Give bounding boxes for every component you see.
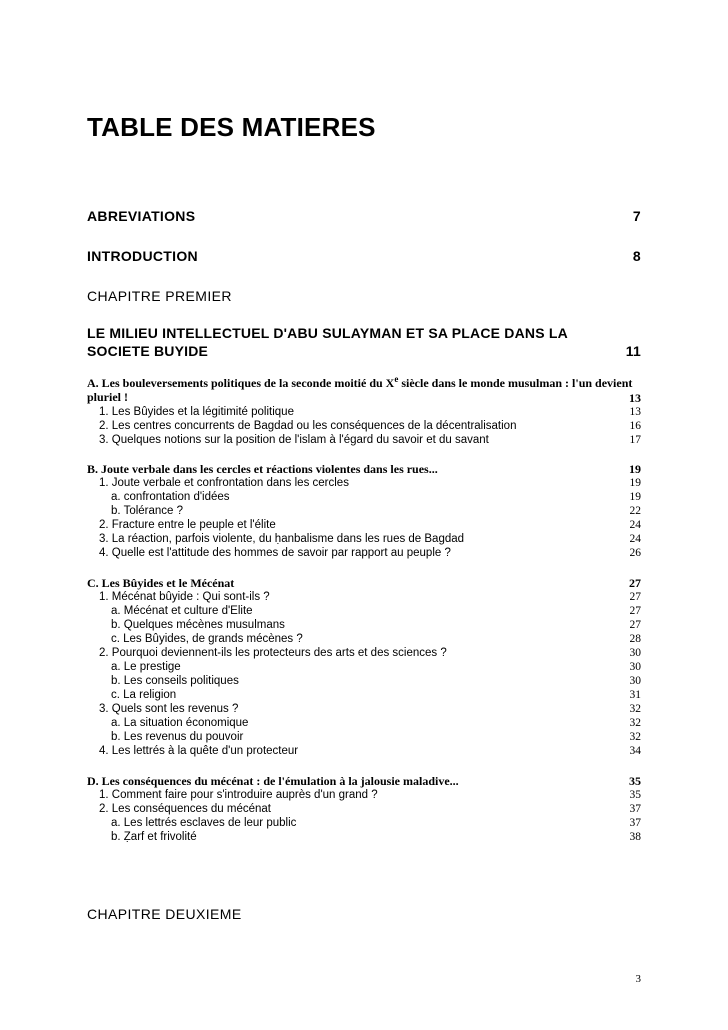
toc-subitem[interactable]: b. Les revenus du pouvoir 32 (111, 731, 641, 743)
toc-item[interactable]: 2. Les conséquences du mécénat 37 (99, 803, 641, 815)
toc-item[interactable]: 3. La réaction, parfois violente, du ḥanbalisme dans les rues de Bagdad 24 (99, 533, 641, 545)
toc-subitem[interactable]: b. Ẓarf et frivolité 38 (111, 831, 641, 843)
section-title: A. Les bouleversements politiques de la seconde moitié du Xe siècle dans le monde musulman : l'un devient pluriel ! (87, 374, 633, 404)
toc-subitem[interactable]: c. La religion 31 (111, 689, 641, 701)
toc-item[interactable]: 3. Quelques notions sur la position de l'islam à l'égard du savoir et du savant 17 (99, 434, 641, 446)
page-number: 3 (635, 973, 641, 985)
toc-subitem[interactable]: b. Tolérance ? 22 (111, 505, 641, 517)
entry-page: 8 (632, 248, 641, 264)
toc-subitem[interactable]: a. Les lettrés esclaves de leur public 37 (111, 817, 641, 829)
toc-subitem[interactable]: a. Le prestige 30 (111, 661, 641, 673)
toc-subitem[interactable]: b. Quelques mécènes musulmans 27 (111, 619, 641, 631)
entry-page: 19 (629, 462, 641, 476)
toc-item[interactable]: 2. Fracture entre le peuple et l'élite 24 (99, 519, 641, 531)
toc-entry-abreviations[interactable] (87, 208, 641, 224)
toc-item[interactable]: 4. Les lettrés à la quête d'un protecteur 34 (99, 745, 641, 757)
entry-page: 7 (632, 208, 641, 224)
chapter-heading-2: CHAPITRE DEUXIEME (87, 906, 242, 922)
toc-item[interactable]: 3. Quels sont les revenus ? 32 (99, 703, 641, 715)
section-title: D. Les conséquences du mécénat : de l'émulation à la jalousie maladive... (87, 774, 459, 788)
toc-item[interactable]: 4. Quelle est l'attitude des hommes de savoir par rapport au peuple ? 26 (99, 547, 641, 559)
toc-section-c[interactable] (87, 576, 641, 590)
toc-entry-introduction[interactable] (87, 248, 641, 264)
chapter-title-line-1: LE MILIEU INTELLECTUEL D'ABU SULAYMAN ET SA PLACE DANS LA (87, 325, 568, 341)
entry-label: INTRODUCTION (87, 248, 198, 264)
toc-item[interactable]: 1. Joute verbale et confrontation dans les cercles 19 (99, 477, 641, 489)
toc-item[interactable]: 2. Les centres concurrents de Bagdad ou les conséquences de la décentralisation 16 (99, 420, 641, 432)
section-title: B. Joute verbale dans les cercles et réactions violentes dans les rues... (87, 462, 438, 476)
entry-label: ABREVIATIONS (87, 208, 196, 224)
section-a-page-row (87, 391, 641, 405)
toc-subitem[interactable]: a. Mécénat et culture d'Elite 27 (111, 605, 641, 617)
toc-item[interactable]: 1. Les Bûyides et la légitimité politique 13 (99, 406, 641, 418)
toc-subitem[interactable]: a. La situation économique 32 (111, 717, 641, 729)
chapter-title-line-2: SOCIETE BUYIDE (87, 343, 209, 359)
toc-section-b[interactable] (87, 462, 641, 476)
toc-subitem[interactable]: a. confrontation d'idées 19 (111, 491, 641, 503)
toc-entry-chapter-1-title[interactable] (87, 324, 641, 360)
page-title: TABLE DES MATIERES (87, 112, 376, 142)
toc-section-d[interactable] (87, 774, 641, 788)
section-title: C. Les Bûyides et le Mécénat (87, 576, 235, 590)
entry-page: 27 (629, 576, 641, 590)
toc-item[interactable]: 1. Mécénat bûyide : Qui sont-ils ? 27 (99, 591, 641, 603)
toc-item[interactable]: 2. Pourquoi deviennent-ils les protecteurs des arts et des sciences ? 30 (99, 647, 641, 659)
entry-page: 13 (629, 391, 641, 405)
chapter-heading-1: CHAPITRE PREMIER (87, 288, 232, 304)
entry-page: 35 (629, 774, 641, 788)
toc-subitem[interactable]: b. Les conseils politiques 30 (111, 675, 641, 687)
toc-item[interactable]: 1. Comment faire pour s'introduire auprès d'un grand ? 35 (99, 789, 641, 801)
toc-subitem[interactable]: c. Les Bûyides, de grands mécènes ? 28 (111, 633, 641, 645)
entry-page: 11 (625, 343, 641, 359)
